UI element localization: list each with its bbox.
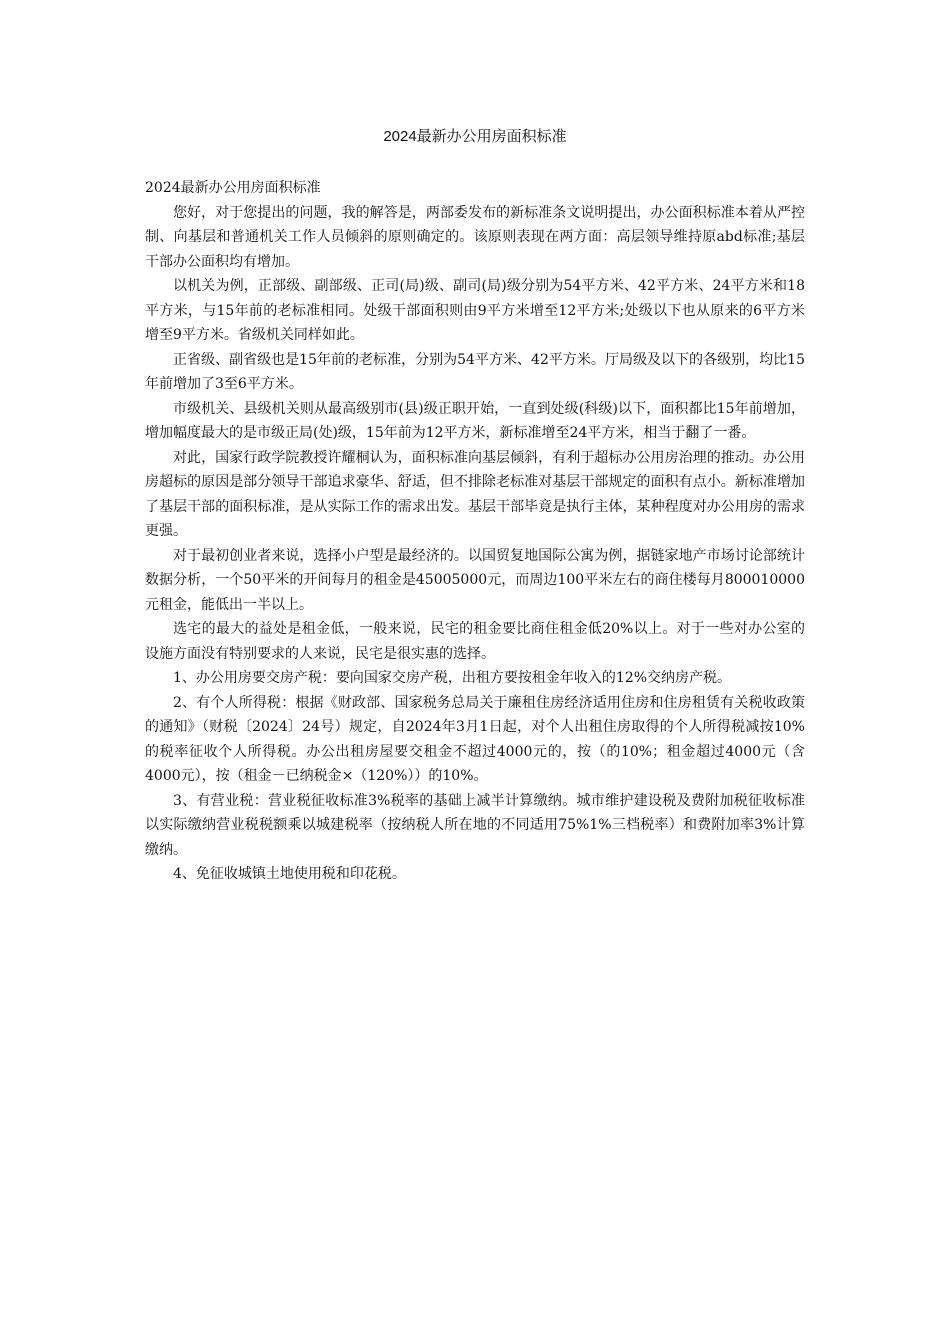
paragraph-expert-opinion: 对此，国家行政学院教授许耀桐认为，面积标准向基层倾斜，有利于超标办公用房治理的推动。办公用房超标的原因是部分领导干部追求豪华、舒适，但不排除老标准对基层干部规定的面积有点小。新标准增加了基层干部的面积标准，是从实际工作的需求出发。基层干部毕竟是执行主体，某种程度对办公用房的需求更强。 [145,449,805,539]
paragraph-income-tax: 2、有个人所得税：根据《财政部、国家税务总局关于廉租住房经济适用住房和住房租赁有关税收政策的通知》（财税〔2024〕24号）规定，自2024年3月1日起，对个人出租住房取得的个人所得税减按10%的税率征收个人所得税。办公出租房屋要交租金不超过4000元的，按（的10%；租金超过4000元（含4000元），按（租金－已纳税金×（120%））的10%。 [145,694,805,784]
paragraph-city-county-standards: 市级机关、县级机关则从最高级别市(县)级正职开始，一直到处级(科级)以下，面积都比15年前增加，增加幅度最大的是市级正局(处)级，15年前为12平方米，新标准增至24平方米，相当于翻了一番。 [145,400,805,441]
paragraph-ministry-standards: 以机关为例，正部级、副部级、正司(局)级、副司(局)级分别为54平方米、42平方米、24平方米和18平方米，与15年前的老标准相同。处级干部面积则由9平方米增至12平方米;处级以下也从原来的6平方米增至9平方米。省级机关同样如此。 [145,278,805,343]
document-title: 2024最新办公用房面积标准 [383,128,567,145]
paragraph-provincial-standards: 正省级、副省级也是15年前的老标准，分别为54平方米、42平方米。厅局级及以下的各级别，均比15年前增加了3至6平方米。 [145,351,805,392]
paragraph-intro: 您好，对于您提出的问题，我的解答是，两部委发布的新标准条文说明提出，办公面积标准本着从严控制、向基层和普通机关工作人员倾斜的原则确定的。该原则表现在两方面：高层领导维持原abd标准;基层干部办公面积均有增加。 [145,204,805,270]
document-body [145,176,805,887]
document-subtitle: 2024最新办公用房面积标准 [145,180,321,196]
paragraph-residential-benefit: 选宅的最大的益处是租金低，一般来说，民宅的租金要比商住租金低20%以上。对于一些对办公室的设施方面没有特别要求的人来说，民宅是很实惠的选择。 [145,621,805,662]
paragraph-business-tax: 3、有营业税：营业税征收标准3%税率的基础上减半计算缴纳。城市维护建设税及费附加税征收标准以实际缴纳营业税税额乘以城建税率（按纳税人所在地的不同适用75%1%三档税率）和费附加率3%计算缴纳。 [145,792,805,858]
paragraph-property-tax: 1、办公用房要交房产税：要向国家交房产税，出租方要按租金年收入的12%交纳房产税。 [173,670,732,686]
paragraph-tax-exemption: 4、免征收城镇土地使用税和印花税。 [173,866,406,882]
paragraph-startup-advice: 对于最初创业者来说，选择小户型是最经济的。以国贸复地国际公寓为例，据链家地产市场讨论部统计数据分析，一个50平米的开间每月的租金是45005000元，而周边100平米左右的商住楼每月800010000元租金，能低出一半以上。 [145,547,805,613]
